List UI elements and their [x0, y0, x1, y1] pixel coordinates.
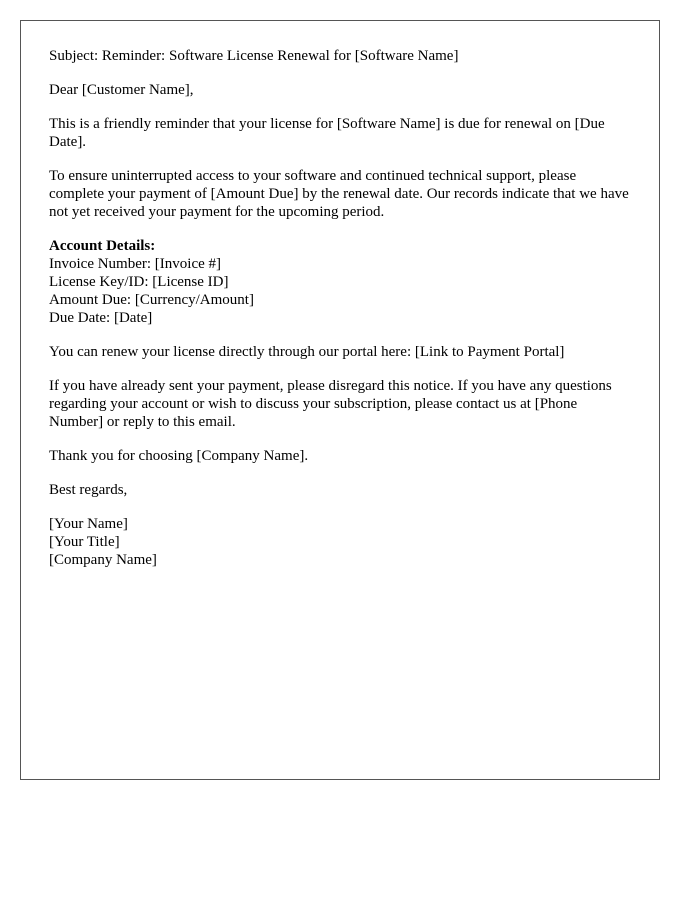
signature-name: [Your Name] — [49, 516, 128, 532]
intro-paragraph: This is a friendly reminder that your license for [Software Name] is due for renewal on [Due Date]. — [49, 116, 605, 150]
closing-line: Best regards, — [49, 482, 128, 498]
signature-title: [Your Title] — [49, 534, 120, 550]
account-details-heading: Account Details: — [49, 238, 156, 254]
amount-due: Amount Due: [Currency/Amount] — [49, 292, 254, 308]
signature-company: [Company Name] — [49, 552, 157, 568]
license-key: License Key/ID: [License ID] — [49, 274, 229, 290]
portal-paragraph: You can renew your license directly through our portal here: [Link to Payment Portal] — [49, 344, 565, 360]
invoice-number: Invoice Number: [Invoice #] — [49, 256, 222, 272]
letter-page — [20, 20, 660, 780]
account-details — [49, 237, 631, 327]
disregard-paragraph: If you have already sent your payment, please disregard this notice. If you have any questions regarding your account or wish to discuss your subscription, please contact us at [Phone Number] or reply to this email. — [49, 378, 612, 430]
due-date: Due Date: [Date] — [49, 310, 153, 326]
signature-block — [49, 515, 631, 569]
body-paragraph: To ensure uninterrupted access to your software and continued technical support, please complete your payment of [Amount Due] by the renewal date. Our records indicate that we have not yet received your payment for the upcoming period. — [49, 168, 629, 220]
greeting: Dear [Customer Name], — [49, 82, 194, 98]
subject-line: Subject: Reminder: Software License Renewal for [Software Name] — [49, 48, 459, 64]
thanks-line: Thank you for choosing [Company Name]. — [49, 448, 309, 464]
